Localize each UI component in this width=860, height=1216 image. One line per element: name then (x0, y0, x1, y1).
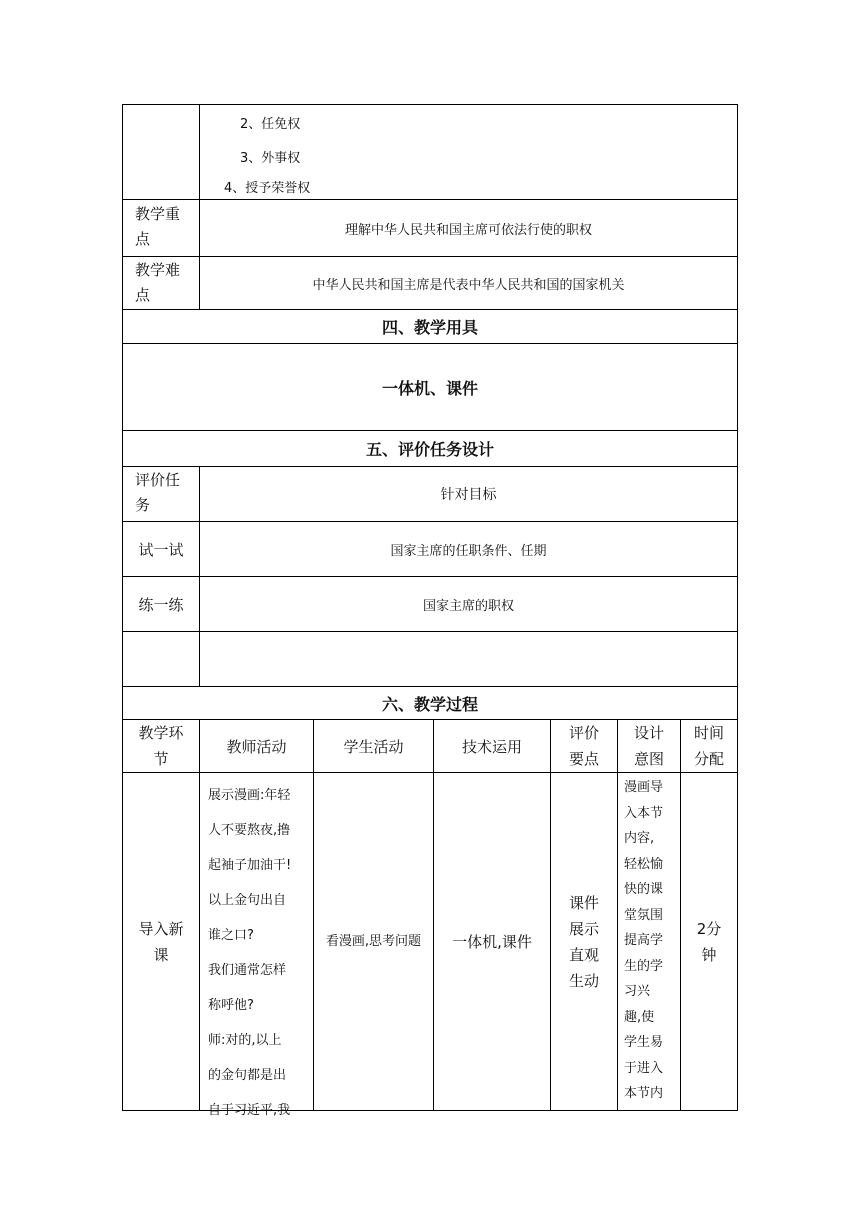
col-header-stage-text: 教学环节 (138, 724, 184, 768)
col-header-eval-text: 评价要点 (568, 724, 599, 768)
row-time-text: 2分钟 (696, 919, 722, 964)
teacher-line: 自于习近平,我 (208, 1103, 291, 1118)
teacher-line: 谁之口? (208, 928, 254, 943)
list-item-appointment: 2、任免权 (240, 117, 301, 132)
difficult-point-content: 中华人民共和国主席是代表中华人民共和国的国家机关 (312, 277, 625, 293)
design-line: 趣,使 (624, 1009, 655, 1025)
eval-task-label (130, 468, 192, 518)
eval-target-header: 针对目标 (440, 487, 497, 503)
list-item-honors: 4、授予荣誉权 (224, 181, 311, 196)
row-student-activity (314, 773, 433, 1110)
design-line: 内容, (624, 831, 655, 846)
teacher-line: 以上金句出自 (208, 893, 287, 908)
practice-label: 练一练 (138, 595, 184, 614)
teacher-line: 的金句都是出 (208, 1068, 287, 1083)
row-time (681, 773, 737, 1110)
teacher-line: 展示漫画:年轻 (208, 788, 291, 803)
design-line: 入本节 (624, 805, 664, 821)
col-header-time-text: 时间分配 (693, 724, 724, 768)
row-tech: 一体机,课件 (452, 933, 532, 951)
col-header-student: 学生活动 (343, 737, 404, 756)
teacher-line: 我们通常怎样 (208, 963, 287, 978)
col-header-teacher: 教师活动 (226, 737, 287, 756)
col-header-tech: 技术运用 (461, 737, 522, 756)
design-line: 本节内 (624, 1086, 664, 1101)
try-label: 试一试 (138, 540, 184, 559)
design-line: 学生易 (624, 1035, 664, 1050)
teacher-line: 起袖子加油干! (208, 858, 292, 873)
row-evaluation-text: 课件展示直观生动 (568, 893, 599, 990)
try-content: 国家主席的任职条件、任期 (390, 543, 547, 559)
difficult-point-label-text: 教学难点 (135, 261, 181, 304)
teaching-tools: 一体机、课件 (381, 378, 478, 398)
col-header-eval (551, 720, 617, 772)
row-student-activity-text: 看漫画,思考问题 (325, 933, 422, 949)
row-stage (123, 773, 199, 1110)
design-line: 于进入 (624, 1060, 664, 1076)
row-teacher-activity (208, 778, 312, 1128)
col-header-design (618, 720, 680, 772)
empty-content-cell (200, 632, 737, 686)
design-line: 堂氛围 (624, 907, 664, 923)
row-stage-text: 导入新课 (138, 919, 184, 964)
key-point-label-text: 教学重点 (135, 205, 181, 248)
design-line: 习兴 (624, 984, 651, 999)
design-line: 轻松愉 (624, 856, 664, 872)
teacher-line: 人不要熬夜,撸 (208, 823, 291, 838)
difficult-point-label (130, 258, 192, 308)
teacher-line: 称呼他? (208, 998, 254, 1013)
col-header-time (681, 720, 737, 772)
section4-title: 四、教学用具 (381, 318, 478, 337)
section6-title: 六、教学过程 (381, 694, 478, 714)
practice-content: 国家主席的职权 (422, 598, 514, 614)
key-point-content: 理解中华人民共和国主席可依法行使的职权 (344, 222, 592, 238)
row-evaluation (551, 773, 617, 1110)
col-header-design-text: 设计意图 (633, 724, 664, 768)
design-line: 快的课 (624, 882, 664, 897)
col-header-stage (123, 720, 199, 772)
section5-title: 五、评价任务设计 (365, 440, 494, 459)
design-line: 提高学 (624, 933, 664, 948)
empty-label-cell (123, 632, 199, 686)
list-item-foreign-affairs: 3、外事权 (240, 151, 301, 166)
design-line: 漫画导 (624, 780, 664, 795)
design-line: 生的学 (624, 958, 664, 974)
row-design-intent (624, 775, 680, 1107)
teacher-line: 师:对的,以上 (208, 1033, 282, 1048)
key-point-label (130, 202, 192, 252)
eval-task-label-text: 评价任务 (135, 471, 181, 514)
